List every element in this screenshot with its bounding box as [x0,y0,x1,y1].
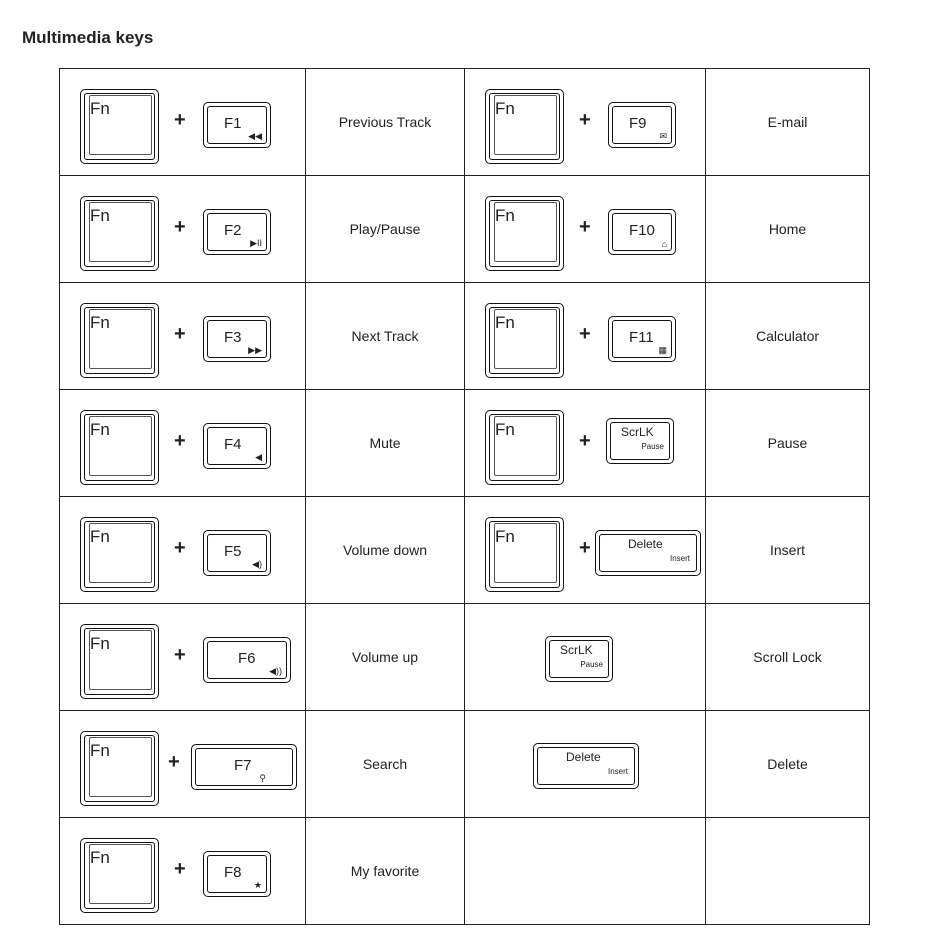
scroll-lock-key-label: ScrLK [621,425,654,439]
function-description: Home [706,176,870,283]
plus-sign: + [579,430,591,452]
f8-key [203,851,271,897]
envelope-icon: ✉ [659,131,667,141]
mute-speaker-icon: ◀ [255,452,262,462]
function-description: Delete [706,711,870,818]
plus-sign: + [174,537,186,559]
table-row [60,711,870,818]
volume-up-icon: ◀)) [269,666,282,676]
plus-sign: + [174,644,186,666]
function-description: My favorite [306,818,465,925]
fn-key-label: Fn [90,527,110,546]
table-row [60,818,870,925]
key-combo-cell [465,497,706,604]
function-description: Insert [706,497,870,604]
plus-sign: + [174,858,186,880]
key-combo-cell [465,604,706,711]
fn-key-label: Fn [90,206,110,225]
scroll-lock-key [545,636,613,682]
function-description: E-mail [706,69,870,176]
plus-sign: + [174,323,186,345]
f3-key-label: F3 [224,329,242,346]
empty-cell [465,818,706,925]
fn-key-label: Fn [90,741,110,760]
fn-key-label: Fn [90,99,110,118]
home-icon: ⌂ [661,239,667,249]
fn-key-label: Fn [495,206,515,225]
f7-key-label: F7 [234,757,252,774]
table-row [60,69,870,176]
f6-key-label: F6 [238,650,256,667]
plus-sign: + [579,109,591,131]
fn-key-label: Fn [90,420,110,439]
function-description: Play/Pause [306,176,465,283]
key-combo-cell [465,69,706,176]
f5-key [203,530,271,576]
key-combo-cell [465,390,706,497]
f9-key-label: F9 [629,115,647,132]
f11-key [608,316,676,362]
key-combo-cell [60,497,306,604]
f7-key [191,744,297,790]
f6-key [203,637,291,683]
function-description: Search [306,711,465,818]
search-icon: ⚲ [259,773,266,783]
f11-key-label: F11 [629,329,654,346]
f2-key [203,209,271,255]
star-icon: ★ [253,880,262,890]
table-row [60,497,870,604]
delete-key-label: Delete [566,750,601,764]
key-combo-cell [60,818,306,925]
fn-key-label: Fn [90,848,110,867]
plus-sign: + [579,216,591,238]
pause-key-sublabel: Pause [641,442,664,451]
function-description: Next Track [306,283,465,390]
function-description: Scroll Lock [706,604,870,711]
table-row [60,604,870,711]
delete-key [533,743,639,789]
plus-sign: + [174,430,186,452]
function-description: Mute [306,390,465,497]
page-title: Multimedia keys [22,28,154,47]
key-combo-cell [60,69,306,176]
key-combo-cell [60,604,306,711]
fn-key-label: Fn [90,634,110,653]
scroll-lock-key-label: ScrLK [560,643,593,657]
f10-key-label: F10 [629,222,655,239]
fn-key-label: Fn [495,99,515,118]
f4-key-label: F4 [224,436,242,453]
fn-key-label: Fn [495,313,515,332]
key-combo-cell [465,711,706,818]
f9-key [608,102,676,148]
function-description: Pause [706,390,870,497]
function-description: Volume down [306,497,465,604]
f3-key [203,316,271,362]
key-combo-cell [60,390,306,497]
key-combo-cell [60,283,306,390]
key-combo-cell [465,283,706,390]
multimedia-keys-table [59,68,870,925]
pause-key-sublabel: Pause [580,660,603,669]
play-pause-icon: ▶II [250,238,262,248]
f5-key-label: F5 [224,543,242,560]
function-description [706,818,870,925]
delete-key-label: Delete [628,537,663,551]
f4-key [203,423,271,469]
function-description: Volume up [306,604,465,711]
fn-key-label: Fn [495,420,515,439]
volume-down-icon: ◀) [252,559,262,569]
plus-sign: + [168,751,180,773]
calculator-icon: ▦ [658,345,667,355]
plus-sign: + [579,323,591,345]
table-row [60,283,870,390]
plus-sign: + [174,109,186,131]
table-row [60,176,870,283]
fn-key-label: Fn [495,527,515,546]
f10-key [608,209,676,255]
insert-key-sublabel: Insert [607,767,628,776]
next-track-icon: ▶▶ [248,345,262,355]
fn-key-label: Fn [90,313,110,332]
f1-key-label: F1 [224,115,242,132]
scroll-lock-key [606,418,674,464]
delete-key [595,530,701,576]
function-description: Calculator [706,283,870,390]
key-combo-cell [60,711,306,818]
f1-key [203,102,271,148]
key-combo-cell [60,176,306,283]
plus-sign: + [174,216,186,238]
table-row [60,390,870,497]
f8-key-label: F8 [224,864,242,881]
f2-key-label: F2 [224,222,242,239]
insert-key-sublabel: Insert [669,554,690,563]
key-combo-cell [465,176,706,283]
plus-sign: + [579,537,591,559]
function-description: Previous Track [306,69,465,176]
previous-track-icon: ◀◀ [248,131,262,141]
